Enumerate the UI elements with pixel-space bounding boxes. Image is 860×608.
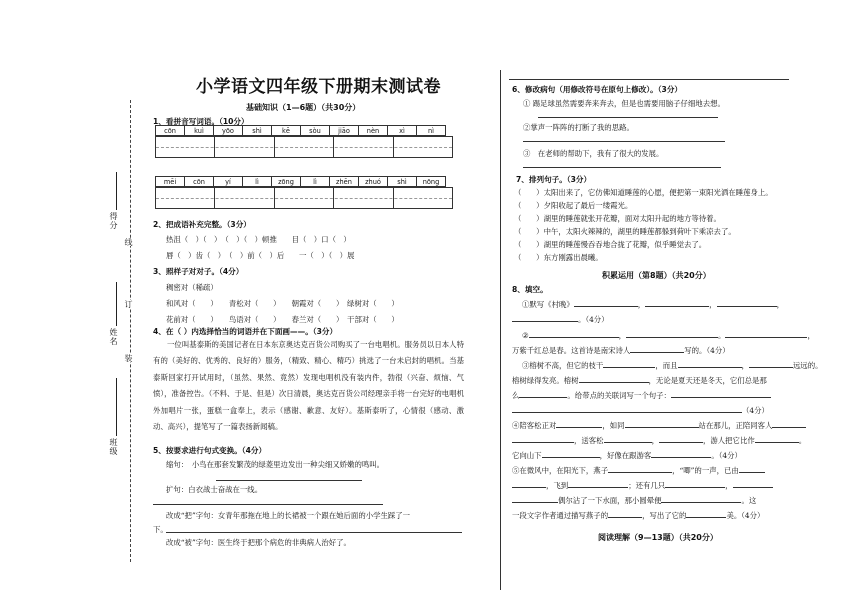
question-2-title: 2、把成语补充完整。（3分）	[153, 220, 251, 229]
ba-sentence: 改成“把”字句：女青年那拖在地上的长裙被一个跟在她后面的小学生踩了一	[166, 511, 411, 520]
couplet-line-2: 花前对（ ） 鸟语对（ ） 春兰对（ ） 干部对（ ）	[166, 315, 399, 324]
pinyin-cell: shì	[243, 126, 272, 136]
question-3-title: 3、照样子对对子。（4分）	[153, 267, 244, 276]
name-blank	[116, 282, 117, 326]
fill-3-line-3: 么 。给带点的关联词写一个句子：	[512, 390, 771, 401]
condense-answer-line[interactable]	[216, 480, 362, 481]
pinyin-cell: zhēn	[330, 177, 359, 187]
column-divider	[500, 70, 501, 590]
fill-3-line: ③榕树不高，但它的枝干 ，而且 ， 远远的。	[522, 361, 823, 370]
ba-sentence-cont: 下。	[153, 525, 168, 534]
pinyin-cell: yōo	[214, 126, 243, 136]
pinyin-cell: nōng	[417, 177, 446, 187]
pinyin-cell: sòu	[301, 126, 330, 136]
score-label: 得分	[109, 212, 118, 230]
order-item[interactable]: （ ）太阳出来了，它仿佛知道睡莲的心愿，便把第一束阳光洒在睡莲身上。	[514, 188, 773, 197]
sick-answer-line-3[interactable]	[523, 167, 721, 168]
question-6-title: 6、修改病句（用修改符号在原句上修改）。（3分）	[512, 85, 683, 94]
pinyin-cell: shì	[388, 177, 417, 187]
pinyin-cell: kuì	[185, 126, 214, 136]
fill-1-line: ①默写《村晚》 ， ， ，	[522, 300, 784, 309]
fill-2-line-2: 万紫千红总是春。这首诗是南宋诗人 写的。（4分）	[512, 346, 730, 355]
section-reading-title: 阅读理解（9—13题）（共20分）	[598, 533, 718, 542]
top-rule	[509, 79, 789, 80]
question-7-title: 7、排列句子。（3分）	[516, 175, 592, 184]
sick-sentence-3: ③ 在老师的帮助下，我有了很大的发展。	[523, 149, 664, 158]
class-blank	[116, 378, 117, 436]
class-label: 班级	[109, 438, 118, 456]
order-item[interactable]: （ ）湖里的睡莲就张开花瓣，面对太阳升起的地方等待着。	[514, 214, 721, 223]
question-1-title: 1、看拼音写词语。（10分）	[153, 117, 249, 126]
ba-answer-line[interactable]	[166, 532, 462, 533]
fill-4-line-3: 它向山下 ，好像在跟游客 。（4分）	[512, 451, 742, 460]
pinyin-cell: xì	[388, 126, 417, 136]
couplet-example: 稠密对（稀疏）	[166, 283, 218, 292]
answer-boxes-2[interactable]	[155, 187, 453, 209]
pinyin-cell: lì	[301, 177, 330, 187]
score-blank	[116, 172, 117, 210]
fill-3-line-4: （4分）	[512, 405, 769, 416]
sick-answer-line-1[interactable]	[538, 117, 718, 118]
expand-sentence: 扩句：白衣战士奋战在一线。	[166, 485, 263, 494]
seal-char-line: 线	[124, 238, 133, 246]
pinyin-cell: nì	[417, 126, 446, 136]
question-5-title: 5、按要求进行句式变换。（4分）	[153, 446, 267, 455]
question-8-title: 8、填空。	[512, 285, 548, 294]
exam-title: 小学语文四年级下册期末测试卷	[196, 77, 441, 97]
name-label: 姓名	[109, 328, 118, 346]
idiom-line-2: 唇（ ）齿（ ） （ ）前（ ）后 一（ ）（ ）展	[166, 251, 355, 260]
order-item[interactable]: （ ）夕阳收起了最后一缕霞光。	[514, 201, 633, 210]
bei-sentence: 改成“被”字句：医生终于把那个病危的非典病人治好了。	[166, 538, 351, 547]
pinyin-cell: cōn	[185, 177, 214, 187]
expand-answer-line[interactable]	[153, 504, 383, 505]
fill-5-line-2: ，飞到 ；还有几只 ，	[512, 480, 773, 491]
sick-answer-line-2[interactable]	[523, 141, 725, 142]
pinyin-grid-2	[155, 176, 446, 187]
seal-char-ding: 订	[124, 300, 133, 308]
order-item[interactable]: （ ）中午，太阳火辣辣的，湖里的睡莲都躲到荷叶下乘凉去了。	[514, 227, 736, 236]
fill-5-line-4: 一段文字作者通过描写燕子的 ，写出了它的 美。（4分）	[512, 511, 765, 520]
fill-5-line: ⑤在微风中，在阳光下，燕子 ，“唧”的一声，已由	[512, 465, 765, 476]
question-4-passage: 一位叫基泰斯的美国记者在日本东京奥达克百货公司购买了一台电唱机。服务员以日本人特有的（美好的、优秀的、良好的）服务，（精致、精心、精巧）挑选了一台未启封的唱机。当基泰斯回家打开试用时，（虽然、果然、竟然）发现电唱机没有装内件，勃很（兴奋、烦恼、气愤），准备控告。（不料、于是、但是）次日清晨，奥达克百货公司经理亲手将一台完好的电唱机外加唱片一张，蛋糕一盒奉上，表示（感谢、歉意、友好）。基斯泰听了，心情很（感动、激动、高兴），提笔写了一篇表扬新闻稿。	[153, 340, 464, 432]
sick-sentence-2: ②掌声一阵阵的打断了我的思路。	[523, 123, 634, 132]
fill-4-line: ④陪客松正对 ，如同 站在那儿，正陪同客人	[512, 420, 806, 431]
pinyin-cell: cōn	[156, 126, 185, 136]
pinyin-cell: zhuó	[359, 177, 388, 187]
section-basic-title: 基础知识（1—6题）（共30分）	[246, 103, 361, 112]
pinyin-grid-1	[155, 125, 446, 136]
pinyin-cell: kē	[272, 126, 301, 136]
order-item[interactable]: （ ）东方刚露出晨曦。	[514, 253, 603, 262]
fill-3-line-2: 榕树绿得发亮。榕树 ，无论是夏天还是冬天，它们总是那	[512, 376, 767, 385]
fill-4-line-2: ，送客松 ， ，游人把它比作 。	[512, 435, 806, 446]
pinyin-cell: nèn	[359, 126, 388, 136]
pinyin-cell: zōng	[272, 177, 301, 187]
fill-1-line-2: 。（4分）	[512, 314, 609, 325]
fill-2-line: ② ， 。 ，	[522, 331, 815, 340]
question-4-title: 4、在（ ）内选择恰当的词语并在下面画——。（3分）	[153, 327, 338, 336]
order-item[interactable]: （ ）湖里的睡莲慢吞吞地合拢了花瓣，似乎睡觉去了。	[514, 240, 707, 249]
section-usage-title: 积累运用（第8题）（共20分）	[602, 271, 711, 280]
seal-char-zhuang: 装	[124, 354, 133, 362]
couplet-line-1: 和风对（ ） 青松对（ ） 朝霞对（ ） 绿树对（ ）	[166, 299, 399, 308]
pinyin-cell: lì	[243, 177, 272, 187]
binding-dashed-line	[130, 100, 131, 562]
fill-5-line-3: 偶尔沾了一下水面，那小圆晕便 。这	[512, 495, 756, 506]
condense-sentence: 缩句： 小鸟在那套发繁茂的绿菱里边发出一种尖细又娇嫩的鸣叫。	[166, 460, 385, 469]
pinyin-cell: mēi	[156, 177, 185, 187]
pinyin-cell: yí	[214, 177, 243, 187]
answer-boxes-1[interactable]	[155, 136, 453, 158]
idiom-line-1: 热沮（ ）（ ） （ ）（ ）顿推 目（ ）口（ ）	[166, 235, 351, 244]
pinyin-cell: jiāo	[330, 126, 359, 136]
sick-sentence-1: ① 踢足球虽然需要奔来奔去，但是也需要用脑子仔细地去想。	[523, 99, 725, 108]
